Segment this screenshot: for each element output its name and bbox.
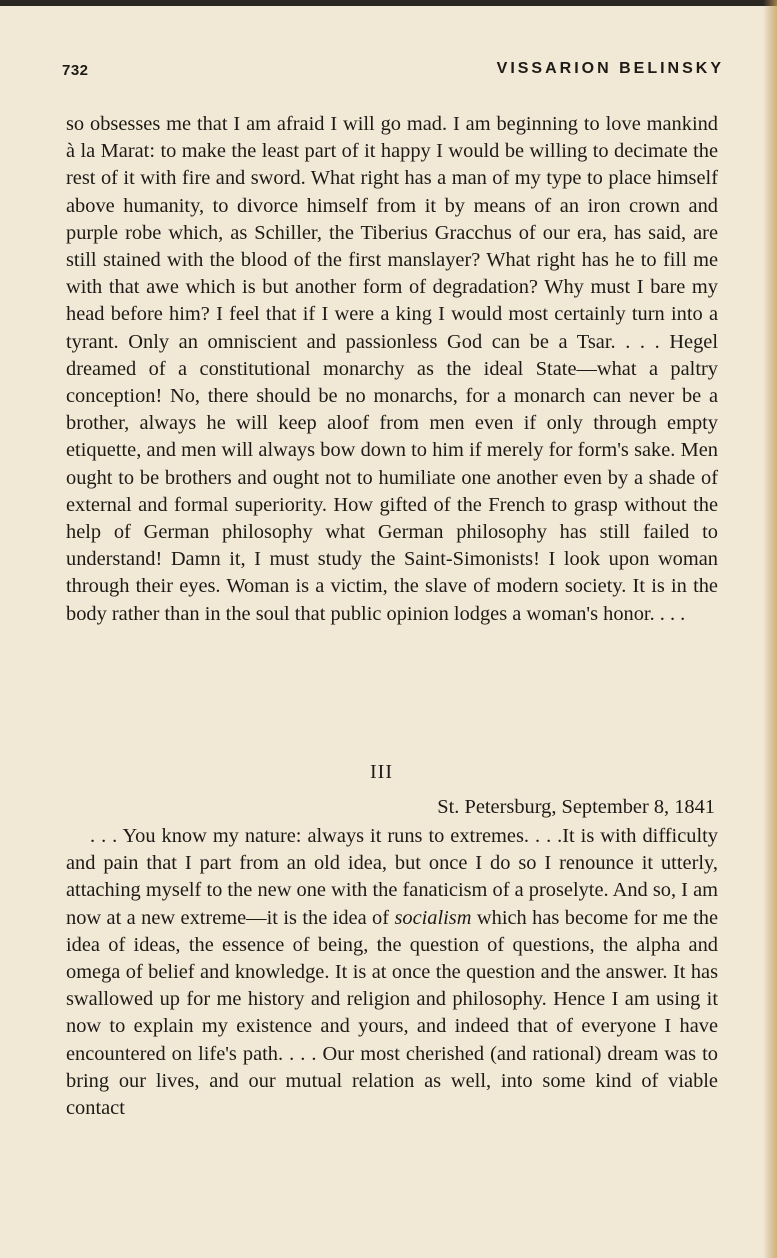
page-number: 732 <box>62 62 89 79</box>
section-numeral: III <box>370 761 393 783</box>
letter-dateline: St. Petersburg, September 8, 1841 <box>437 796 715 818</box>
passage-two <box>66 823 718 1122</box>
page-right-edge-shadow <box>763 0 777 1258</box>
passage-one <box>66 111 718 628</box>
running-title: VISSARION BELINSKY <box>496 60 724 77</box>
page-top-edge <box>0 0 777 6</box>
passage-two-italic-word: socialism <box>394 906 472 929</box>
passage-two-text-start: . . . You know my nature: always it runs to extremes. . . .It is with difficulty and pain that I part from an old idea, but once I do so I renounce it utterly, attaching myself to the new one with the fanaticism of a proselyte. And so, I am now at a new extreme—it is the idea of <box>66 825 718 929</box>
passage-one-paragraph: so obsesses me that I am afraid I will go mad. I am beginning to love mankind à la Marat: to make the least part of it happy I would be willing to decimate the rest of it with fire and sword. What right has a man of my type to place himself above humanity, to divorce himself from it by means of an iron crown and purple robe which, as Schiller, the Tiberius Gracchus of our era, has said, are still stained with the blood of the first manslayer? What right has he to fill me with that awe which is but another form of degradation? Why must I bare my head before him? I feel that if I were a king I would most certainly turn into a tyrant. Only an omniscient and passionless God can be a Tsar. . . . Hegel dreamed of a constitutional monarchy as the ideal State—what a paltry conception! No, there should be no monarchs, for a monarch can never be a brother, always he will keep aloof from men even if only through empty etiquette, and men will always bow down to him if merely for form's sake. Men ought to be brothers and ought not to humiliate one another even by a shade of external and formal superiority. How gifted of the French to grasp without the help of German philosophy what German philosophy has still failed to understand! Damn it, I must study the Saint-Simonists! I look upon woman through their eyes. Woman is a victim, the slave of modern society. It is in the body rather than in the soul that public opinion lodges a woman's honor. . . . <box>66 113 718 625</box>
passage-two-paragraph <box>66 823 718 1122</box>
passage-two-text-end: which has become for me the idea of ideas, the essence of being, the question of questions, the alpha and omega of belief and knowledge. It is at once the question and the answer. It has swallowed up for me history and religion and philosophy. Hence I am using it now to explain my existence and yours, and indeed that of everyone I have encountered on life's path. . . . Our most cherished (and rational) dream was to bring our lives, and our mutual relation as well, into some kind of viable contact <box>66 906 718 1120</box>
running-head <box>62 58 724 86</box>
